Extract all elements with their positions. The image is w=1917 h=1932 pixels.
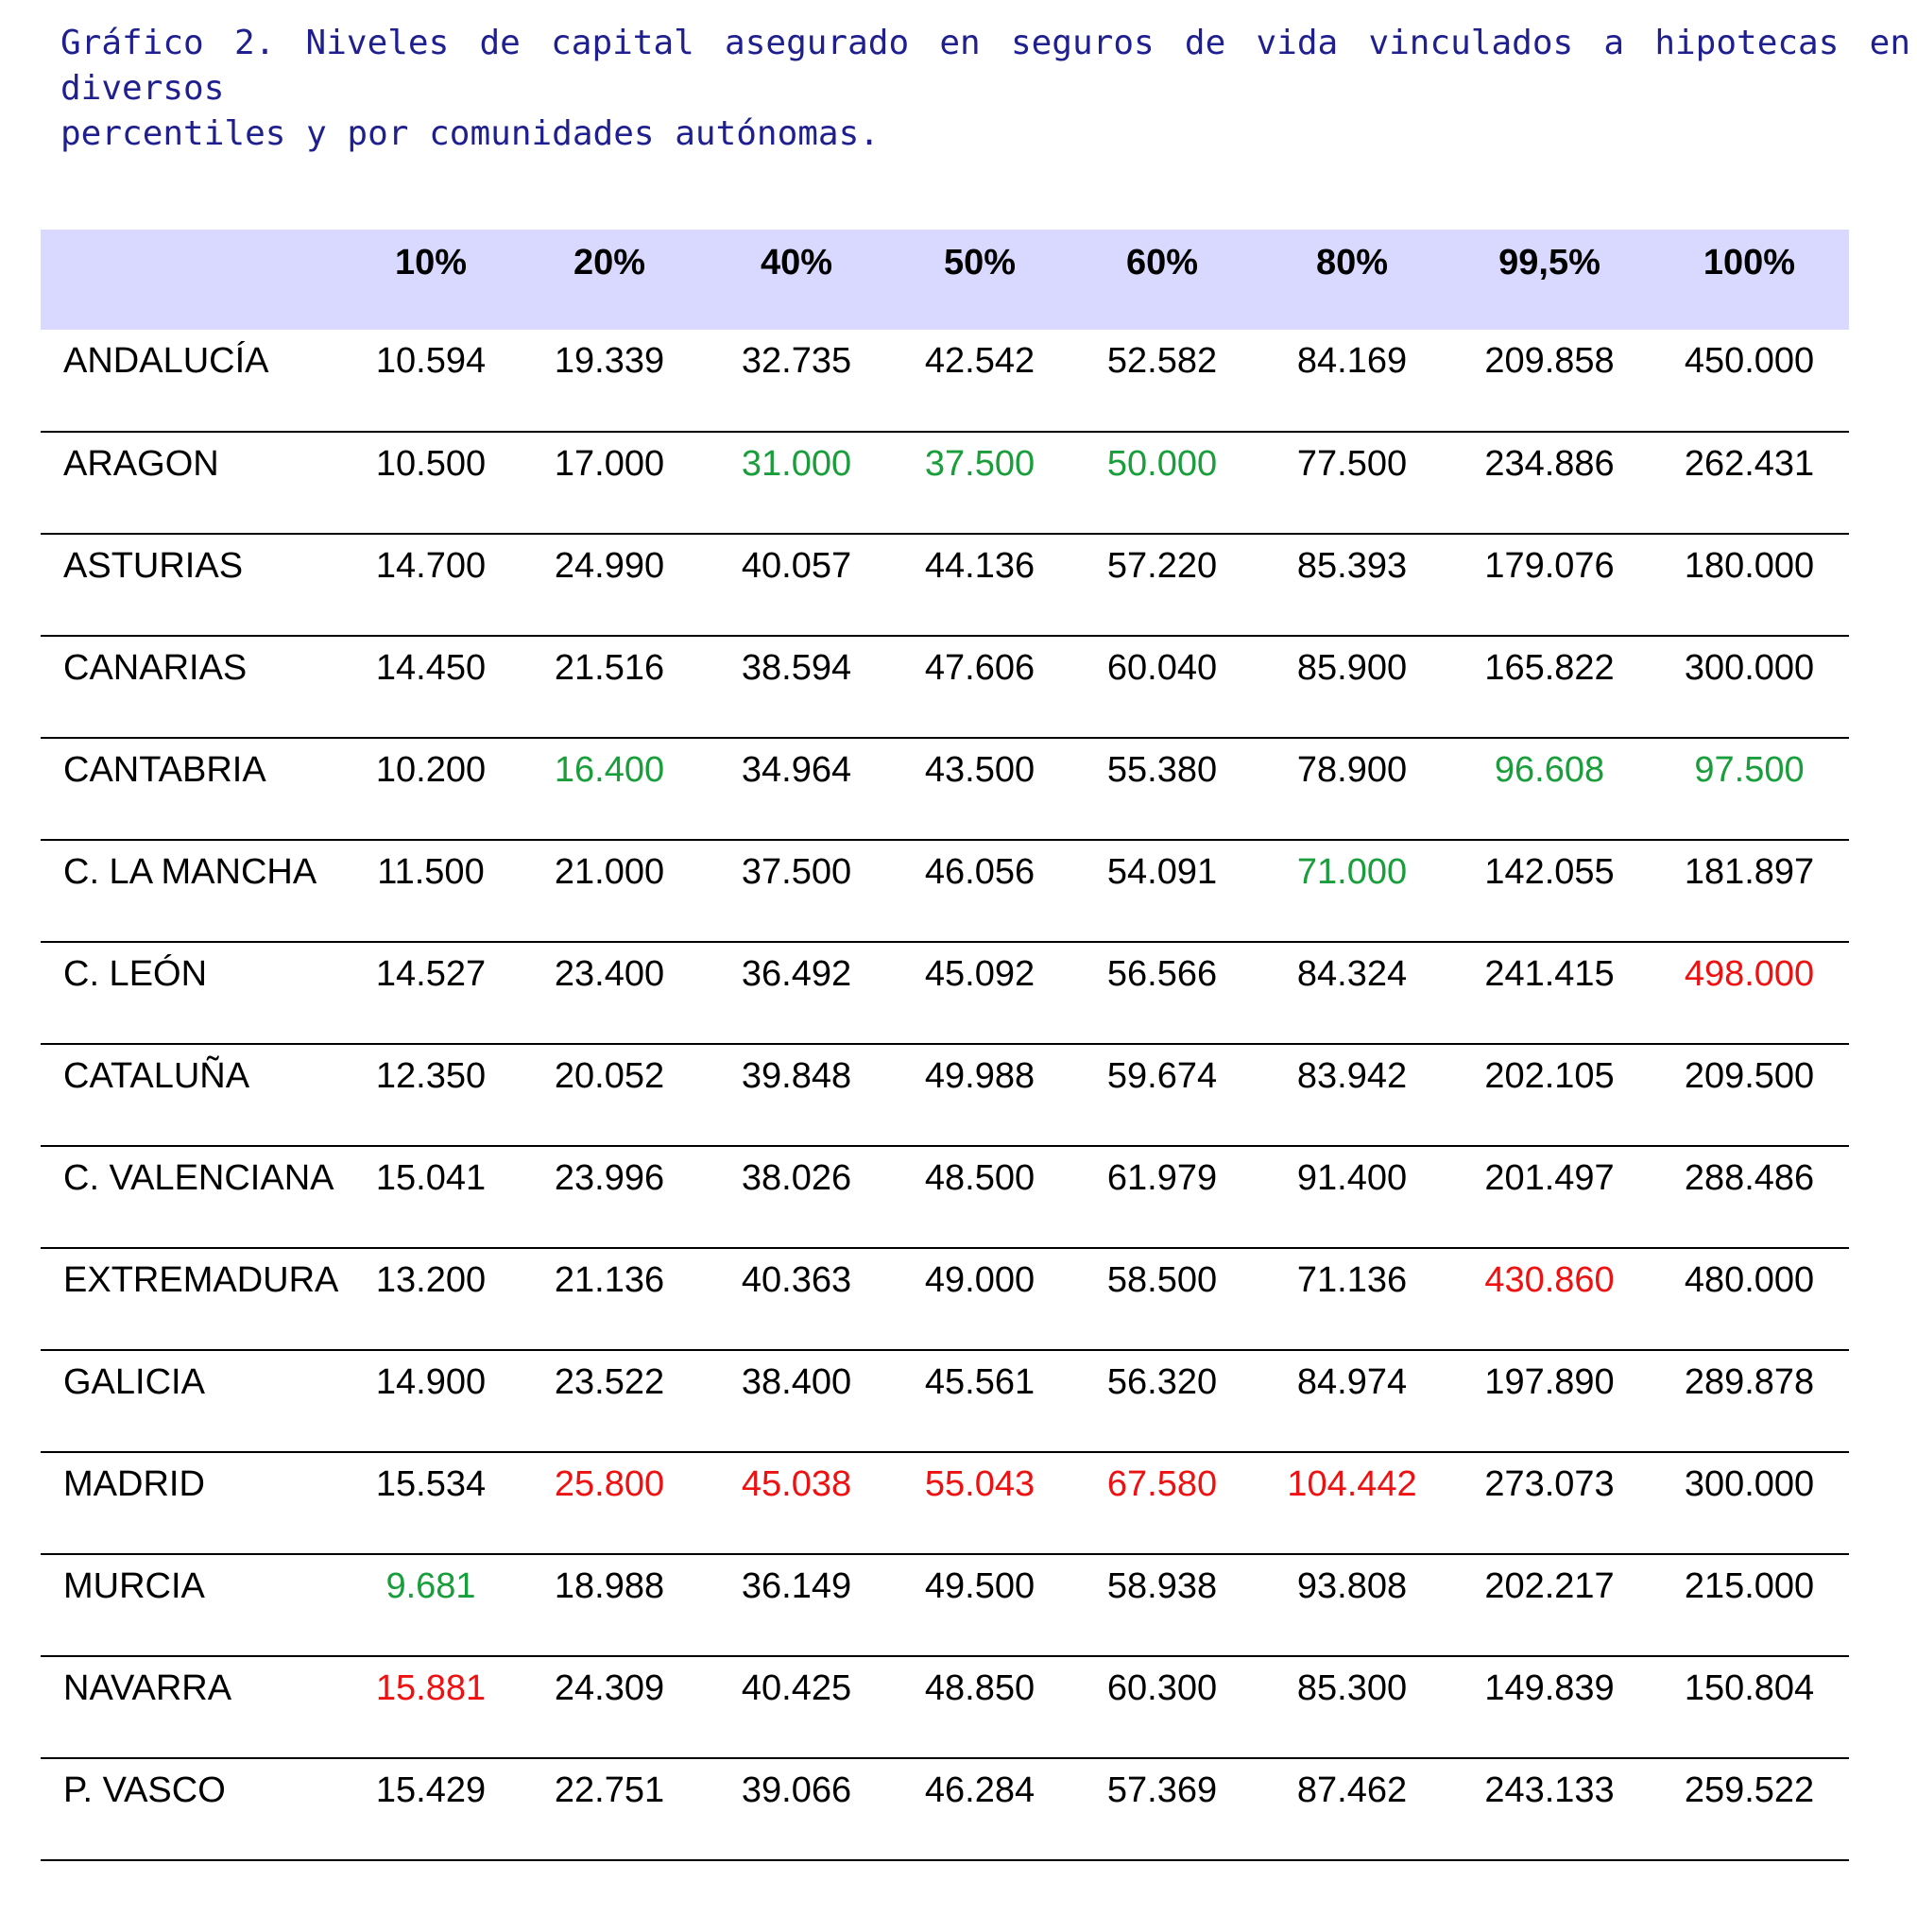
table-cell: 180.000 [1650,534,1849,636]
percentile-table [41,230,1849,1861]
table-cell: 50.000 [1070,432,1255,534]
table-cell: 49.000 [890,1248,1070,1350]
table-cell: 49.500 [890,1554,1070,1656]
table-cell: 32.735 [703,330,890,432]
table-cell: 23.522 [516,1350,703,1452]
table-cell: 262.431 [1650,432,1849,534]
table-cell: 67.580 [1070,1452,1255,1554]
table-cell: 15.881 [346,1656,516,1758]
table-cell: 40.057 [703,534,890,636]
table-cell: 40.363 [703,1248,890,1350]
table-cell: 234.886 [1449,432,1650,534]
table-cell: 10.594 [346,330,516,432]
table-cell: 480.000 [1650,1248,1849,1350]
table-cell: 60.300 [1070,1656,1255,1758]
table-row [41,738,1849,840]
table-cell: 61.979 [1070,1146,1255,1248]
table-cell: 24.309 [516,1656,703,1758]
table-cell: 20.052 [516,1044,703,1146]
region-name: CANARIAS [41,636,346,738]
region-name: C. LA MANCHA [41,840,346,942]
table-cell: 84.169 [1255,330,1449,432]
table-cell: 197.890 [1449,1350,1650,1452]
table-cell: 14.700 [346,534,516,636]
table-cell: 43.500 [890,738,1070,840]
table-cell: 96.608 [1449,738,1650,840]
table-cell: 165.822 [1449,636,1650,738]
table-cell: 10.500 [346,432,516,534]
table-cell: 60.040 [1070,636,1255,738]
table-cell: 13.200 [346,1248,516,1350]
region-name: ASTURIAS [41,534,346,636]
table-cell: 201.497 [1449,1146,1650,1248]
table-cell: 179.076 [1449,534,1650,636]
table-cell: 84.974 [1255,1350,1449,1452]
table-cell: 38.594 [703,636,890,738]
table-cell: 14.527 [346,942,516,1044]
table-cell: 19.339 [516,330,703,432]
table-cell: 430.860 [1449,1248,1650,1350]
table-cell: 23.996 [516,1146,703,1248]
region-name: NAVARRA [41,1656,346,1758]
table-cell: 209.500 [1650,1044,1849,1146]
table-cell: 209.858 [1449,330,1650,432]
table-cell: 149.839 [1449,1656,1650,1758]
table-cell: 18.988 [516,1554,703,1656]
table-cell: 48.500 [890,1146,1070,1248]
table-cell: 71.000 [1255,840,1449,942]
table-cell: 202.105 [1449,1044,1650,1146]
region-name: C. VALENCIANA [41,1146,346,1248]
table-cell: 31.000 [703,432,890,534]
column-header-1: 10% [394,243,468,282]
table-cell: 14.450 [346,636,516,738]
table-cell: 142.055 [1449,840,1650,942]
table-cell: 450.000 [1650,330,1849,432]
table-cell: 39.848 [703,1044,890,1146]
table-row [41,1146,1849,1248]
table-header-row [41,230,1849,330]
table-row [41,1554,1849,1656]
table-cell: 14.900 [346,1350,516,1452]
region-name: CATALUÑA [41,1044,346,1146]
table-cell: 17.000 [516,432,703,534]
table-cell: 55.380 [1070,738,1255,840]
table-cell: 24.990 [516,534,703,636]
table-row [41,432,1849,534]
table-cell: 36.492 [703,942,890,1044]
table-cell: 181.897 [1650,840,1849,942]
table-cell: 57.220 [1070,534,1255,636]
table-cell: 85.900 [1255,636,1449,738]
table-cell: 23.400 [516,942,703,1044]
region-name: C. LEÓN [41,942,346,1044]
table-cell: 21.136 [516,1248,703,1350]
table-cell: 289.878 [1650,1350,1849,1452]
table-cell: 42.542 [890,330,1070,432]
table-cell: 47.606 [890,636,1070,738]
table-cell: 78.900 [1255,738,1449,840]
table-cell: 58.500 [1070,1248,1255,1350]
table-cell: 85.300 [1255,1656,1449,1758]
table-cell: 55.043 [890,1452,1070,1554]
table-row [41,330,1849,432]
column-header-region [41,230,346,330]
region-name: ARAGON [41,432,346,534]
table-cell: 241.415 [1449,942,1650,1044]
table-cell: 22.751 [516,1758,703,1860]
table-cell: 300.000 [1650,636,1849,738]
table-cell: 85.393 [1255,534,1449,636]
table-row [41,942,1849,1044]
column-header-3: 40% [760,243,833,282]
table-cell: 91.400 [1255,1146,1449,1248]
table-cell: 46.056 [890,840,1070,942]
table-row [41,1656,1849,1758]
table-cell: 150.804 [1650,1656,1849,1758]
column-header-5: 60% [1125,243,1199,282]
table-cell: 83.942 [1255,1044,1449,1146]
column-header-4: 50% [943,243,1017,282]
table-cell: 288.486 [1650,1146,1849,1248]
table-cell: 97.500 [1650,738,1849,840]
region-name: MURCIA [41,1554,346,1656]
table-cell: 10.200 [346,738,516,840]
table-cell: 46.284 [890,1758,1070,1860]
table-row [41,840,1849,942]
table-cell: 259.522 [1650,1758,1849,1860]
table-cell: 49.988 [890,1044,1070,1146]
region-name: ANDALUCÍA [41,330,346,432]
table-cell: 15.429 [346,1758,516,1860]
table-cell: 12.350 [346,1044,516,1146]
chart-title-line-1: Gráfico 2. Niveles de capital asegurado en seguros de vida vinculados a hipotecas en diversos [60,24,1910,108]
table-cell: 215.000 [1650,1554,1849,1656]
table-cell: 25.800 [516,1452,703,1554]
table-cell: 202.217 [1449,1554,1650,1656]
table-cell: 87.462 [1255,1758,1449,1860]
table-body [41,330,1849,1860]
table-cell: 56.320 [1070,1350,1255,1452]
table-cell: 54.091 [1070,840,1255,942]
table-cell: 44.136 [890,534,1070,636]
chart-title [60,21,1910,157]
table-cell: 45.038 [703,1452,890,1554]
chart-title-line-2: percentiles y por comunidades autónomas. [60,114,880,153]
region-name: MADRID [41,1452,346,1554]
region-name: EXTREMADURA [41,1248,346,1350]
table-cell: 498.000 [1650,942,1849,1044]
table-row [41,1758,1849,1860]
table-cell: 15.534 [346,1452,516,1554]
table-cell: 104.442 [1255,1452,1449,1554]
table-cell: 58.938 [1070,1554,1255,1656]
table-cell: 9.681 [346,1554,516,1656]
table-cell: 39.066 [703,1758,890,1860]
region-name: CANTABRIA [41,738,346,840]
table-cell: 38.400 [703,1350,890,1452]
table-row [41,1452,1849,1554]
table-row [41,1248,1849,1350]
table-cell: 300.000 [1650,1452,1849,1554]
table-cell: 59.674 [1070,1044,1255,1146]
table-cell: 77.500 [1255,432,1449,534]
column-header-6: 80% [1315,243,1389,282]
table-cell: 21.516 [516,636,703,738]
table-cell: 16.400 [516,738,703,840]
column-header-8: 100% [1703,243,1796,282]
table-cell: 21.000 [516,840,703,942]
table-cell: 243.133 [1449,1758,1650,1860]
table-cell: 37.500 [703,840,890,942]
table-cell: 45.092 [890,942,1070,1044]
table-cell: 11.500 [346,840,516,942]
table-cell: 48.850 [890,1656,1070,1758]
region-name: P. VASCO [41,1758,346,1860]
table-cell: 84.324 [1255,942,1449,1044]
table-cell: 273.073 [1449,1452,1650,1554]
table-cell: 52.582 [1070,330,1255,432]
column-header-2: 20% [573,243,646,282]
table-row [41,636,1849,738]
table-cell: 57.369 [1070,1758,1255,1860]
table-cell: 38.026 [703,1146,890,1248]
table-row [41,1350,1849,1452]
table-cell: 40.425 [703,1656,890,1758]
table-cell: 93.808 [1255,1554,1449,1656]
table-cell: 71.136 [1255,1248,1449,1350]
table-cell: 45.561 [890,1350,1070,1452]
table-cell: 36.149 [703,1554,890,1656]
column-header-7: 99,5% [1498,243,1600,282]
table-row [41,1044,1849,1146]
table-cell: 56.566 [1070,942,1255,1044]
table-cell: 15.041 [346,1146,516,1248]
region-name: GALICIA [41,1350,346,1452]
table-cell: 37.500 [890,432,1070,534]
table-row [41,534,1849,636]
table-cell: 34.964 [703,738,890,840]
